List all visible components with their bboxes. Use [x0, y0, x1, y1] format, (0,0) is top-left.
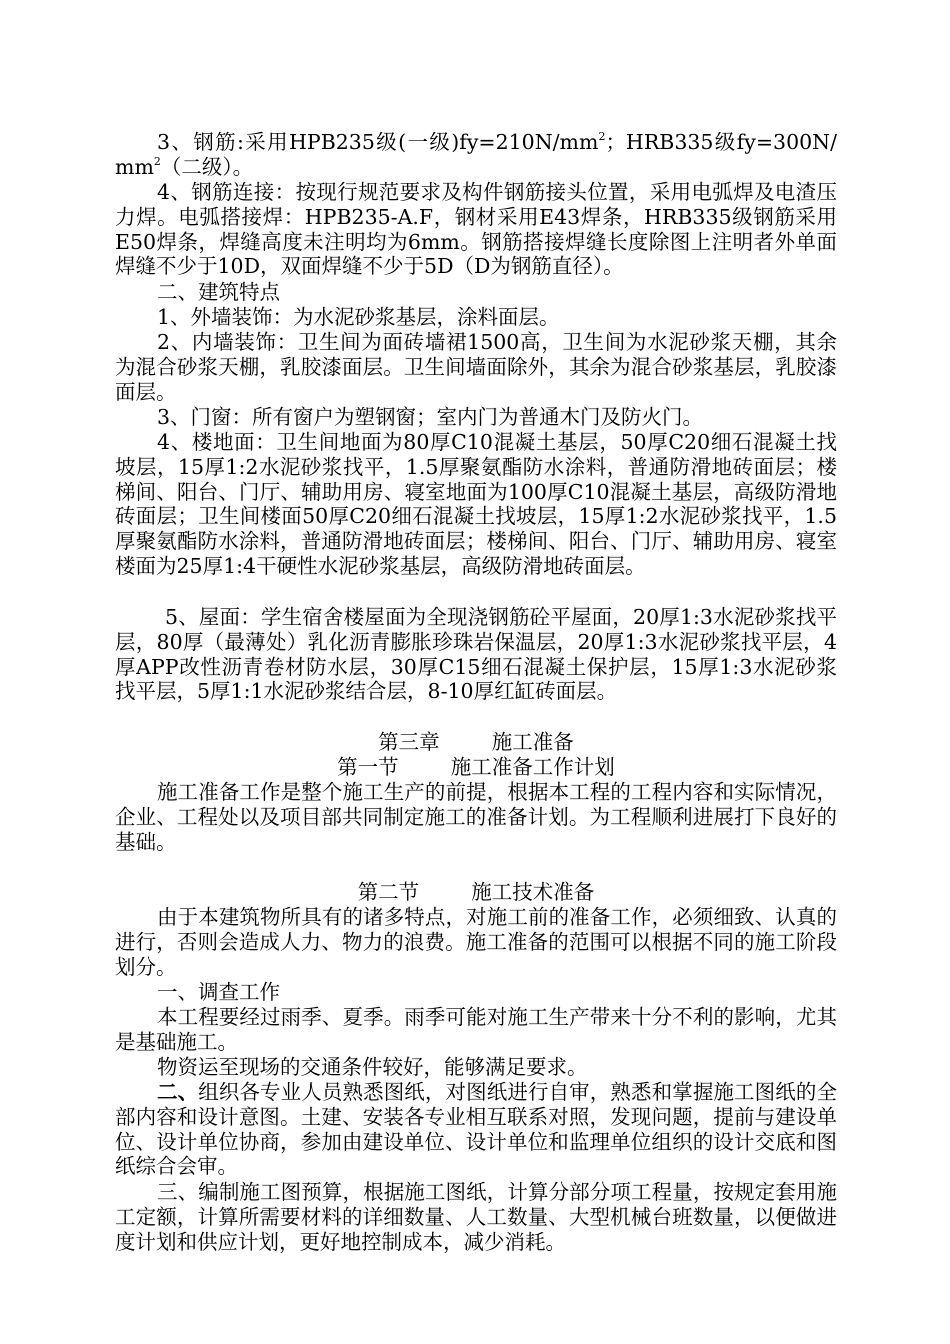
rebar-text-b: ；HRB335级fy=300N/mm [115, 130, 837, 179]
drawings-lead: 二、 [157, 1080, 199, 1104]
paragraph-rebar [115, 130, 837, 180]
section-title-1: 第一节 施工准备工作计划 [337, 755, 615, 779]
superscript-2b: 2 [153, 154, 161, 168]
paragraph-drawings [115, 1080, 837, 1179]
paragraph-tech-prep: 由于本建筑物所具有的诸多特点，对施工前的准备工作，必须细致、认真的进行，否则会造成人力、物力的浪费。施工准备的范围可以根据不同的施工阶段划分。 [115, 905, 837, 979]
paragraph-prep-plan: 施工准备工作是整个施工生产的前提，根据本工程的工程内容和实际情况，企业、工程处以及项目部共同制定施工的准备计划。为工程顺利进展打下良好的基础。 [115, 780, 837, 854]
drawings-text: 组织各专业人员熟悉图纸，对图纸进行自审，熟悉和掌握施工图纸的全部内容和设计意图。土建、安装各专业相互联系对照，发现问题，提前与建设单位、设计单位协商，参加由建设单位、设计单位和监理单位组织的设计交底和图纸综合会审。 [115, 1080, 837, 1179]
section-title-2: 第二节 施工技术准备 [357, 880, 595, 904]
rebar-text-a: 3、钢筋:采用HPB235级(一级)fy=210N/mm [157, 130, 599, 154]
rebar-text-c: （二级）。 [160, 154, 254, 179]
paragraph-season: 本工程要经过雨季、夏季。雨季可能对施工生产带来十分不利的影响，尤其是基础施工。 [115, 1005, 837, 1054]
superscript-2: 2 [598, 130, 606, 143]
paragraph-rebar-connection: 4、钢筋连接：按现行规范要求及构件钢筋接头位置，采用电弧焊及电渣压力焊。电弧搭接焊：HPB235-A.F，钢材采用E43焊条，HRB335级钢筋采用E50焊条，焊缝高度未注明均为6mm。钢筋搭接焊缝长度除图上注明者外单面焊缝不少于10D，双面焊缝不少于5D（D为钢筋直径）。 [115, 180, 837, 279]
chapter-title: 第三章 施工准备 [378, 730, 574, 754]
paragraph-roof: 5、屋面：学生宿舍楼屋面为全现浇钢筋砼平屋面，20厚1:3水泥砂浆找平层，80厚（最薄处）乳化沥青膨胀珍珠岩保温层，20厚1:3水泥砂浆找平层，4厚APP改性沥青卷材防水层，30厚C15细石混凝土保护层，15厚1:3水泥砂浆找平层，5厚1:1水泥砂浆结合层，8-10厚红缸砖面层。 [115, 605, 837, 704]
heading-survey: 一、调查工作 [157, 980, 280, 1004]
section-heading-building-features: 二、建筑特点 [157, 280, 280, 304]
paragraph-floor: 4、楼地面：卫生间地面为80厚C10混凝土基层，50厚C20细石混凝土找坡层，15厚1:2水泥砂浆找平，1.5厚聚氨酯防水涂料，普通防滑地砖面层；楼梯间、阳台、门厅、辅助用房、寝室地面为100厚C10混凝土基层，高级防滑地砖面层；卫生间楼面50厚C20细石混凝土找坡层，15厚1:2水泥砂浆找平，1.5厚聚氨酯防水涂料，普通防滑地砖面层；楼梯间、阳台、门厅、辅助用房、寝室楼面为25厚1:4干硬性水泥砂浆基层，高级防滑地砖面层。 [115, 430, 837, 578]
paragraph-budget: 三、编制施工图预算，根据施工图纸，计算分部分项工程量，按规定套用施工定额，计算所需要材料的详细数量、人工数量、大型机械台班数量，以便做进度计划和供应计划，更好地控制成本，减少消耗。 [115, 1180, 837, 1254]
paragraph-interior-wall: 2、内墙装饰：卫生间为面砖墙裙1500高，卫生间为水泥砂浆天棚，其余为混合砂浆天棚，乳胶漆面层。卫生间墙面除外，其余为混合砂浆基层，乳胶漆面层。 [115, 330, 837, 404]
paragraph-exterior-wall: 1、外墙装饰：为水泥砂浆基层，涂料面层。 [157, 305, 560, 329]
paragraph-transport: 物资运至现场的交通条件较好，能够满足要求。 [157, 1055, 588, 1079]
paragraph-doors-windows: 3、门窗：所有窗户为塑钢窗；室内门为普通木门及防火门。 [157, 405, 704, 429]
